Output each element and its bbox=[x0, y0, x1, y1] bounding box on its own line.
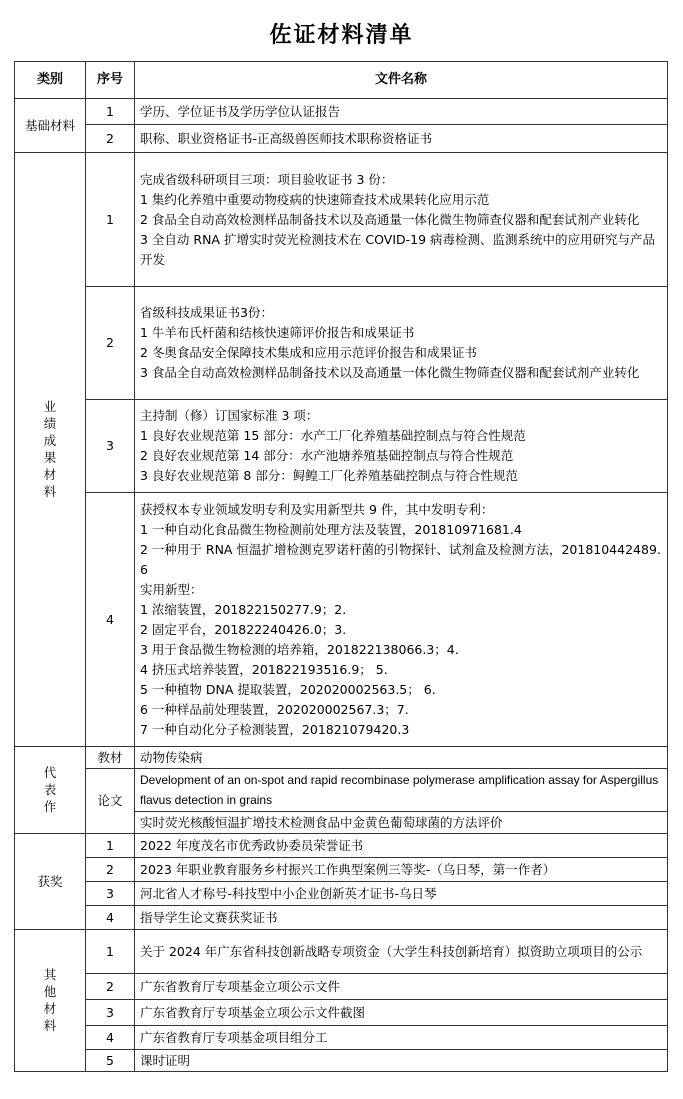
row-seq: 1 bbox=[86, 99, 135, 125]
table-row bbox=[15, 153, 668, 287]
text-line: 主持制（修）订国家标准 3 项： bbox=[140, 408, 319, 423]
row-seq: 2 bbox=[86, 974, 135, 1000]
row-label-paper: 论文 bbox=[86, 769, 135, 834]
row-text: 2023 年职业教育服务乡村振兴工作典型案例三等奖-（乌日琴，第一作者） bbox=[135, 858, 668, 882]
table-row bbox=[15, 834, 668, 858]
row-seq: 1 bbox=[86, 930, 135, 974]
table-row bbox=[15, 99, 668, 125]
category-other-label: 其他材料 bbox=[43, 966, 57, 1033]
table-row bbox=[15, 400, 668, 493]
text-line: 2 一种用于 RNA 恒温扩增检测克罗诺杆菌的引物探针、试剂盒及检测方法，201810442489.6 bbox=[140, 541, 661, 577]
text-line: 2 冬奥食品安全保障技术集成和应用示范评价报告和成果证书 bbox=[140, 345, 477, 360]
row-seq: 1 bbox=[86, 153, 135, 287]
row-seq: 3 bbox=[86, 400, 135, 493]
row-text: 广东省教育厅专项基金立项公示文件 bbox=[135, 974, 668, 1000]
row-seq: 3 bbox=[86, 882, 135, 906]
row-text: 指导学生论文赛获奖证书 bbox=[135, 906, 668, 930]
table-header-row bbox=[15, 62, 668, 99]
text-line: 1 集约化养殖中重要动物疫病的快速筛查技术成果转化应用示范 bbox=[140, 191, 490, 207]
table-row bbox=[15, 747, 668, 769]
text-line: 2 固定平台，201822240426.0；3. bbox=[140, 621, 347, 637]
row-seq: 4 bbox=[86, 1026, 135, 1050]
text-line: 3 全自动 RNA 扩增实时荧光检测技术在 COVID-19 病毒检测、监测系统中的应用研究与产品开发 bbox=[140, 231, 656, 267]
row-text-paper-cn: 实时荧光核酸恒温扩增技术检测食品中金黄色葡萄球菌的方法评价 bbox=[135, 812, 668, 834]
row-seq: 2 bbox=[86, 287, 135, 400]
text-line: 3 食品全自动高效检测样品制备技术以及高通量一体化微生物筛查仪器和配套试剂产业转化 bbox=[140, 365, 640, 380]
category-performance-label: 业绩成果材料 bbox=[43, 398, 57, 499]
text-line: 完成省级科研项目三项：项目验收证书 3 份： bbox=[140, 171, 394, 187]
row-text: 河北省人才称号-科技型中小企业创新英才证书-乌日琴 bbox=[135, 882, 668, 906]
text-line: 省级科技成果证书3份： bbox=[140, 305, 273, 320]
header-name: 文件名称 bbox=[135, 62, 668, 99]
row-text: 动物传染病 bbox=[135, 747, 668, 769]
row-text: 课时证明 bbox=[135, 1050, 668, 1072]
row-text: 职称、职业资格证书-正高级兽医师技术职称资格证书 bbox=[135, 125, 668, 153]
row-seq: 4 bbox=[86, 906, 135, 930]
table-row bbox=[15, 1026, 668, 1050]
row-text-paper-en: Development of an on-spot and rapid recombinase polymerase amplification assay for Aspergillus flavus detection in grains bbox=[135, 769, 668, 812]
row-text bbox=[135, 153, 668, 287]
category-representative bbox=[15, 747, 86, 834]
table-row bbox=[15, 858, 668, 882]
text-line: 获授权本专业领域发明专利及实用新型共 9 件，其中发明专利： bbox=[140, 501, 494, 517]
text-line: 1 良好农业规范第 15 部分：水产工厂化养殖基础控制点与符合性规范 bbox=[140, 428, 526, 443]
row-text bbox=[135, 287, 668, 400]
row-seq: 4 bbox=[86, 493, 135, 747]
text-line: 7 一种自动化分子检测装置，201821079420.3 bbox=[140, 721, 410, 737]
row-text: 关于 2024 年广东省科技创新战略专项资金（大学生科技创新培育）拟资助立项项目的公示 bbox=[135, 930, 668, 974]
table-row bbox=[15, 974, 668, 1000]
table-row bbox=[15, 1050, 668, 1072]
table-row bbox=[15, 1000, 668, 1026]
category-representative-label: 代表作 bbox=[43, 764, 57, 814]
text-line: 3 良好农业规范第 8 部分：鲟鳇工厂化养殖基础控制点与符合性规范 bbox=[140, 468, 518, 483]
text-line: 1 浓缩装置，201822150277.9；2. bbox=[140, 601, 347, 617]
header-category: 类别 bbox=[15, 62, 86, 99]
text-line: 实用新型： bbox=[140, 581, 203, 597]
page-title: 佐证材料清单 bbox=[269, 23, 414, 48]
text-line: 4 挤压式培养装置，201822193516.9； 5. bbox=[140, 661, 388, 677]
header-seq: 序号 bbox=[86, 62, 135, 99]
table-row bbox=[15, 906, 668, 930]
category-awards: 获奖 bbox=[15, 834, 86, 930]
table-row bbox=[15, 493, 668, 747]
row-seq: 3 bbox=[86, 1000, 135, 1026]
row-text bbox=[135, 493, 668, 747]
table-row bbox=[15, 769, 668, 812]
row-text: 2022 年度茂名市优秀政协委员荣誉证书 bbox=[135, 834, 668, 858]
row-seq: 2 bbox=[86, 125, 135, 153]
row-text: 学历、学位证书及学历学位认证报告 bbox=[135, 99, 668, 125]
text-line: 6 一种样品前处理装置，202020002567.3；7. bbox=[140, 701, 409, 717]
row-text: 广东省教育厅专项基金项目组分工 bbox=[135, 1026, 668, 1050]
text-line: 1 牛羊布氏杆菌和结核快速筛评价报告和成果证书 bbox=[140, 325, 415, 340]
category-other bbox=[15, 930, 86, 1072]
table-row bbox=[15, 125, 668, 153]
text-line: 1 一种自动化食品微生物检测前处理方法及装置，201810971681.4 bbox=[140, 521, 522, 537]
evidence-table bbox=[14, 61, 668, 1072]
row-text bbox=[135, 400, 668, 493]
table-row bbox=[15, 882, 668, 906]
row-label-textbook: 教材 bbox=[86, 747, 135, 769]
table-row bbox=[15, 930, 668, 974]
text-line: 5 一种植物 DNA 提取装置，202020002563.5； 6. bbox=[140, 681, 436, 697]
row-seq: 2 bbox=[86, 858, 135, 882]
text-line: 2 良好农业规范第 14 部分：水产池塘养殖基础控制点与符合性规范 bbox=[140, 448, 514, 463]
table-row bbox=[15, 287, 668, 400]
category-basic: 基础材料 bbox=[15, 99, 86, 153]
text-line: 2 食品全自动高效检测样品制备技术以及高通量一体化微生物筛查仪器和配套试剂产业转化 bbox=[140, 211, 640, 227]
row-seq: 5 bbox=[86, 1050, 135, 1072]
category-performance bbox=[15, 153, 86, 747]
row-text: 广东省教育厅专项基金立项公示文件截图 bbox=[135, 1000, 668, 1026]
row-seq: 1 bbox=[86, 834, 135, 858]
text-line: 3 用于食品微生物检测的培养箱，201822138066.3；4. bbox=[140, 641, 459, 657]
